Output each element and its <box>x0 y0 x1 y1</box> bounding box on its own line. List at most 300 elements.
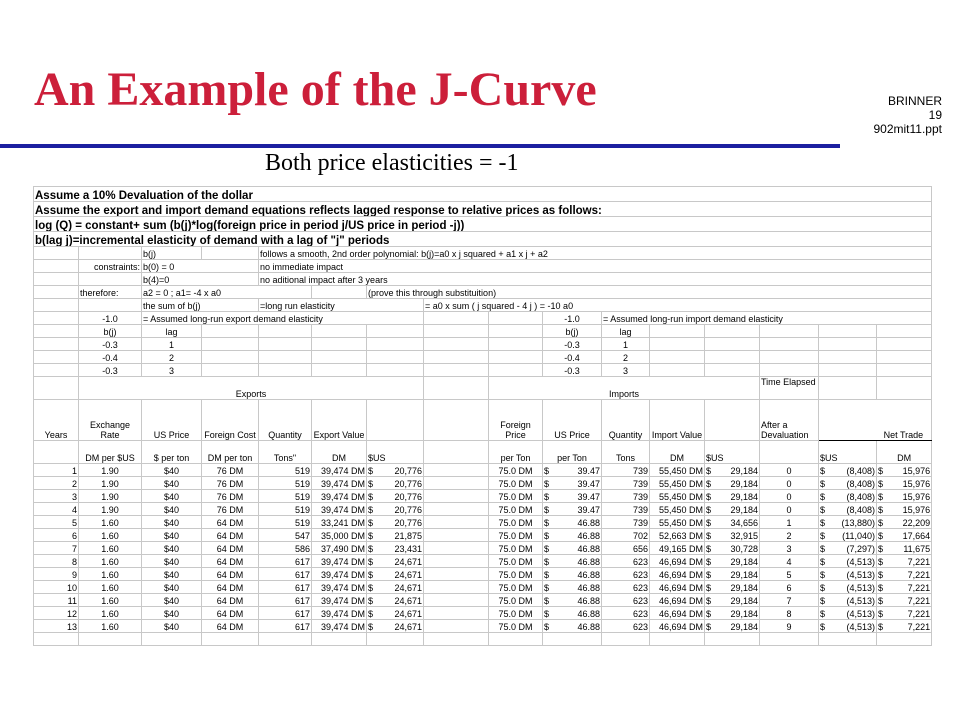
data-cell: 8 <box>34 555 79 568</box>
data-cell <box>705 620 760 633</box>
data-cell: 64 DM <box>202 516 259 529</box>
empty-cell <box>367 633 424 646</box>
cell-value: (8,408) <box>846 505 875 515</box>
data-cell: $40 <box>142 555 202 568</box>
data-cell: 3 <box>34 490 79 503</box>
data-cell: 76 DM <box>202 490 259 503</box>
cell-value: 15,976 <box>902 466 931 476</box>
unit-cell: Tons <box>602 441 650 464</box>
unit-cell: $US <box>367 441 424 464</box>
currency-symbol: $ <box>878 596 884 606</box>
data-cell: 64 DM <box>202 529 259 542</box>
empty-cell <box>424 607 489 620</box>
currency-symbol: $ <box>878 505 884 515</box>
cell-value: 39.47 <box>577 466 600 476</box>
cell-value: 46.88 <box>577 609 600 619</box>
data-cell: $40 <box>142 529 202 542</box>
data-cell <box>705 581 760 594</box>
data-cell: $40 <box>142 594 202 607</box>
cell-value: 15,976 <box>902 479 931 489</box>
data-cell: 0 <box>760 490 819 503</box>
cell-value: (11,040) <box>842 531 875 541</box>
table-row <box>34 594 932 607</box>
currency-symbol: $ <box>368 583 374 593</box>
data-cell: 9 <box>760 620 819 633</box>
data-cell: 0 <box>760 503 819 516</box>
constraint-b0-desc: no immediate impact <box>259 260 932 273</box>
unit-cell: $ per ton <box>142 441 202 464</box>
cell-value: 39.47 <box>577 505 600 515</box>
cell-value: 46.88 <box>577 518 600 528</box>
export-elasticity-value: -1.0 <box>79 312 142 325</box>
constraints-label: constraints: <box>79 260 142 273</box>
data-cell: $40 <box>142 477 202 490</box>
data-cell: 623 <box>602 555 650 568</box>
data-cell: 46,694 DM <box>650 620 705 633</box>
cell-value: 46.88 <box>577 544 600 554</box>
currency-symbol: $ <box>820 479 826 489</box>
data-cell: 49,165 DM <box>650 542 705 555</box>
data-cell <box>367 555 424 568</box>
net-trade-header: Net Trade <box>819 400 932 441</box>
column-header: US Price <box>142 400 202 441</box>
currency-symbol: $ <box>544 609 550 619</box>
table-row <box>34 516 932 529</box>
data-cell: 586 <box>259 542 312 555</box>
currency-symbol: $ <box>878 583 884 593</box>
currency-symbol: $ <box>368 596 374 606</box>
unit-cell <box>34 441 79 464</box>
data-cell: 64 DM <box>202 568 259 581</box>
cell-value: 46.88 <box>577 531 600 541</box>
empty-cell <box>34 633 79 646</box>
cell-value: 29,184 <box>730 583 758 593</box>
therefore-label: therefore: <box>79 286 142 299</box>
data-cell <box>543 477 602 490</box>
unit-cell: $US <box>705 441 760 464</box>
data-cell: 39,474 DM <box>312 581 367 594</box>
cell-value: 29,184 <box>730 570 758 580</box>
table-row <box>34 477 932 490</box>
data-cell: 519 <box>259 490 312 503</box>
import-lag-value: 2 <box>602 351 650 364</box>
data-cell <box>705 594 760 607</box>
column-header <box>424 400 489 441</box>
currency-symbol: $ <box>368 544 374 554</box>
data-cell: 46,694 DM <box>650 594 705 607</box>
data-cell: 739 <box>602 490 650 503</box>
currency-symbol: $ <box>706 557 712 567</box>
constraint-b4-desc: no aditional impact after 3 years <box>259 273 932 286</box>
cell-value: 21,875 <box>394 531 422 541</box>
currency-symbol: $ <box>820 583 826 593</box>
data-cell: 75.0 DM <box>489 581 543 594</box>
currency-symbol: $ <box>820 609 826 619</box>
data-cell <box>877 477 932 490</box>
data-cell <box>367 594 424 607</box>
currency-symbol: $ <box>706 518 712 528</box>
bj-description: follows a smooth, 2nd order polynomial: b(j)=a0 x j squared + a1 x j + a2 <box>259 247 932 260</box>
data-cell: 519 <box>259 516 312 529</box>
currency-symbol: $ <box>706 466 712 476</box>
data-cell <box>819 594 877 607</box>
data-cell <box>543 516 602 529</box>
column-header-row <box>34 400 932 441</box>
data-cell: 64 DM <box>202 542 259 555</box>
data-cell: 617 <box>259 594 312 607</box>
data-cell <box>367 464 424 477</box>
data-cell: 39,474 DM <box>312 620 367 633</box>
exports-section-header: Exports <box>79 377 424 400</box>
unit-cell: Tons" <box>259 441 312 464</box>
currency-symbol: $ <box>368 479 374 489</box>
data-cell: 519 <box>259 503 312 516</box>
assumption-line: b(lag j)=incremental elasticity of demand with a lag of "j" periods <box>34 232 932 247</box>
data-cell: 656 <box>602 542 650 555</box>
data-cell: 76 DM <box>202 464 259 477</box>
data-cell <box>877 581 932 594</box>
cell-value: 24,671 <box>394 596 422 606</box>
cell-value: 7,221 <box>907 596 931 606</box>
data-cell: 39,474 DM <box>312 594 367 607</box>
data-cell: $40 <box>142 516 202 529</box>
data-cell: 75.0 DM <box>489 490 543 503</box>
data-cell: 64 DM <box>202 594 259 607</box>
import-bj-value: -0.3 <box>543 338 602 351</box>
empty-cell <box>424 568 489 581</box>
data-cell <box>543 542 602 555</box>
empty-cell <box>705 633 760 646</box>
unit-cell: $US <box>819 441 877 464</box>
export-lag-value: 1 <box>142 338 202 351</box>
cell-value: 17,664 <box>902 531 931 541</box>
data-cell <box>367 607 424 620</box>
cell-value: 20,776 <box>394 479 422 489</box>
sum-label: the sum of b(j) <box>142 299 259 312</box>
data-cell: 0 <box>760 477 819 490</box>
data-cell: 739 <box>602 464 650 477</box>
data-cell: 64 DM <box>202 607 259 620</box>
empty-cell <box>424 477 489 490</box>
currency-symbol: $ <box>878 531 884 541</box>
cell-value: (8,408) <box>846 479 875 489</box>
data-cell <box>543 581 602 594</box>
data-cell: $40 <box>142 581 202 594</box>
data-cell <box>367 568 424 581</box>
data-cell: 1.90 <box>79 490 142 503</box>
cell-value: 11,675 <box>903 544 931 554</box>
data-cell: 9 <box>34 568 79 581</box>
import-lag-value: 3 <box>602 364 650 377</box>
slide-corner-info <box>874 94 943 136</box>
data-cell: 8 <box>760 607 819 620</box>
data-cell <box>705 568 760 581</box>
data-cell: 1.60 <box>79 620 142 633</box>
data-cell: 39,474 DM <box>312 555 367 568</box>
data-cell: 39,474 DM <box>312 477 367 490</box>
currency-symbol: $ <box>706 531 712 541</box>
data-cell: $40 <box>142 568 202 581</box>
cell-value: 32,915 <box>730 531 758 541</box>
cell-value: 29,184 <box>730 492 758 502</box>
therefore-equation: a2 = 0 ; a1= -4 x a0 <box>142 286 312 299</box>
data-cell <box>543 555 602 568</box>
data-cell <box>819 555 877 568</box>
data-cell: 64 DM <box>202 581 259 594</box>
currency-symbol: $ <box>368 518 374 528</box>
data-cell: 46,694 DM <box>650 607 705 620</box>
import-bj-value: -0.3 <box>543 364 602 377</box>
data-cell: 1.90 <box>79 503 142 516</box>
data-cell: 1.60 <box>79 542 142 555</box>
cell-value: 20,776 <box>394 505 422 515</box>
currency-symbol: $ <box>820 596 826 606</box>
data-cell <box>877 516 932 529</box>
export-elasticity-label: = Assumed long-run export demand elasticity <box>142 312 424 325</box>
data-cell: 12 <box>34 607 79 620</box>
column-header <box>705 400 760 441</box>
currency-symbol: $ <box>368 466 374 476</box>
data-cell: 75.0 DM <box>489 477 543 490</box>
data-cell <box>543 620 602 633</box>
data-cell: 46,694 DM <box>650 568 705 581</box>
data-cell <box>367 503 424 516</box>
data-cell: $40 <box>142 464 202 477</box>
slide-number: 19 <box>928 108 942 122</box>
data-cell: 39,474 DM <box>312 464 367 477</box>
data-cell: 76 DM <box>202 503 259 516</box>
data-cell: 1.60 <box>79 555 142 568</box>
import-lag-header: lag <box>602 325 650 338</box>
currency-symbol: $ <box>820 466 826 476</box>
currency-symbol: $ <box>544 531 550 541</box>
data-cell <box>705 607 760 620</box>
currency-symbol: $ <box>368 609 374 619</box>
data-cell <box>877 542 932 555</box>
data-cell: 33,241 DM <box>312 516 367 529</box>
cell-value: (8,408) <box>846 492 875 502</box>
currency-symbol: $ <box>368 505 374 515</box>
empty-cell <box>424 542 489 555</box>
empty-cell <box>142 633 202 646</box>
data-cell <box>543 464 602 477</box>
data-cell: 623 <box>602 607 650 620</box>
cell-value: 46.88 <box>577 596 600 606</box>
import-elasticity-value: -1.0 <box>543 312 602 325</box>
currency-symbol: $ <box>544 544 550 554</box>
empty-cell <box>259 633 312 646</box>
data-cell <box>367 477 424 490</box>
data-cell <box>367 529 424 542</box>
data-cell: 5 <box>760 568 819 581</box>
empty-cell <box>424 581 489 594</box>
currency-symbol: $ <box>706 596 712 606</box>
cell-value: 7,221 <box>907 609 931 619</box>
data-cell <box>877 620 932 633</box>
data-cell <box>543 503 602 516</box>
currency-symbol: $ <box>878 466 884 476</box>
column-header: US Price <box>543 400 602 441</box>
data-cell <box>819 529 877 542</box>
data-cell: 75.0 DM <box>489 568 543 581</box>
unit-cell: per Ton <box>489 441 543 464</box>
currency-symbol: $ <box>878 479 884 489</box>
unit-cell: DM <box>312 441 367 464</box>
import-elasticity-label: = Assumed long-run import demand elasticity <box>602 312 932 325</box>
cell-value: 34,656 <box>730 518 758 528</box>
empty-cell <box>424 529 489 542</box>
data-cell <box>819 542 877 555</box>
data-cell: 617 <box>259 568 312 581</box>
currency-symbol: $ <box>878 492 884 502</box>
currency-symbol: $ <box>820 557 826 567</box>
data-cell <box>819 490 877 503</box>
sum-expression: = a0 x sum ( j squared - 4 j ) = -10 a0 <box>424 299 932 312</box>
currency-symbol: $ <box>544 622 550 632</box>
table-row <box>34 607 932 620</box>
cell-value: 39.47 <box>577 479 600 489</box>
empty-cell <box>424 633 489 646</box>
data-cell: 35,000 DM <box>312 529 367 542</box>
cell-value: 39.47 <box>577 492 600 502</box>
data-cell: 75.0 DM <box>489 607 543 620</box>
unit-cell: DM <box>877 441 932 464</box>
data-cell: 76 DM <box>202 477 259 490</box>
currency-symbol: $ <box>544 583 550 593</box>
cell-value: (4,513) <box>846 609 875 619</box>
cell-value: (13,880) <box>841 518 875 528</box>
data-cell: 46,694 DM <box>650 555 705 568</box>
data-cell <box>877 568 932 581</box>
cell-value: 29,184 <box>730 622 758 632</box>
currency-symbol: $ <box>544 479 550 489</box>
data-cell <box>543 607 602 620</box>
data-cell: 1.60 <box>79 516 142 529</box>
data-cell: 75.0 DM <box>489 620 543 633</box>
export-bj-value: -0.4 <box>79 351 142 364</box>
data-cell <box>543 568 602 581</box>
currency-symbol: $ <box>544 557 550 567</box>
data-cell: 617 <box>259 555 312 568</box>
data-cell: 75.0 DM <box>489 594 543 607</box>
unit-cell <box>424 441 489 464</box>
data-cell <box>819 503 877 516</box>
currency-symbol: $ <box>544 492 550 502</box>
sum-equation: =long run elasticity <box>259 299 424 312</box>
data-cell <box>543 490 602 503</box>
data-cell <box>705 516 760 529</box>
data-cell <box>819 477 877 490</box>
cell-value: (7,297) <box>846 544 875 554</box>
empty-cell <box>424 516 489 529</box>
data-cell: 1.60 <box>79 581 142 594</box>
column-header: Exchange Rate <box>79 400 142 441</box>
cell-value: (4,513) <box>846 622 875 632</box>
currency-symbol: $ <box>820 544 826 554</box>
cell-value: 23,431 <box>394 544 422 554</box>
time-elapsed-header: Time Elapsed <box>760 377 819 400</box>
cell-value: 46.88 <box>577 622 600 632</box>
empty-cell <box>877 633 932 646</box>
data-cell <box>819 581 877 594</box>
currency-symbol: $ <box>820 518 826 528</box>
currency-symbol: $ <box>544 570 550 580</box>
export-bj-value: -0.3 <box>79 338 142 351</box>
data-cell: 52,663 DM <box>650 529 705 542</box>
data-cell: 739 <box>602 503 650 516</box>
data-cell <box>877 555 932 568</box>
cell-value: 29,184 <box>730 505 758 515</box>
table-row <box>34 503 932 516</box>
cell-value: 46.88 <box>577 557 600 567</box>
cell-value: 7,221 <box>907 622 931 632</box>
data-cell: 0 <box>760 464 819 477</box>
imports-section-header: Imports <box>489 377 760 400</box>
cell-value: 24,671 <box>394 622 422 632</box>
currency-symbol: $ <box>706 570 712 580</box>
table-row <box>34 529 932 542</box>
currency-symbol: $ <box>878 518 884 528</box>
data-cell <box>819 568 877 581</box>
empty-cell <box>543 633 602 646</box>
data-cell: 623 <box>602 568 650 581</box>
data-cell <box>705 555 760 568</box>
data-cell <box>705 477 760 490</box>
import-lag-value: 1 <box>602 338 650 351</box>
data-cell: $40 <box>142 620 202 633</box>
data-cell: 39,474 DM <box>312 568 367 581</box>
currency-symbol: $ <box>544 466 550 476</box>
currency-symbol: $ <box>820 531 826 541</box>
data-cell: 519 <box>259 464 312 477</box>
data-cell <box>705 490 760 503</box>
unit-cell: DM <box>650 441 705 464</box>
currency-symbol: $ <box>544 518 550 528</box>
export-bj-value: -0.3 <box>79 364 142 377</box>
data-cell: 75.0 DM <box>489 503 543 516</box>
data-cell <box>367 516 424 529</box>
empty-cell <box>489 633 543 646</box>
data-cell: 75.0 DM <box>489 529 543 542</box>
currency-symbol: $ <box>878 557 884 567</box>
data-cell: 1.60 <box>79 529 142 542</box>
empty-cell <box>650 633 705 646</box>
data-cell: 75.0 DM <box>489 542 543 555</box>
cell-value: 24,671 <box>394 557 422 567</box>
currency-symbol: $ <box>706 492 712 502</box>
data-cell: 2 <box>34 477 79 490</box>
cell-value: (4,513) <box>846 557 875 567</box>
table-row <box>34 620 932 633</box>
column-header: After a Devaluation <box>760 400 819 441</box>
currency-symbol: $ <box>368 531 374 541</box>
data-cell <box>367 490 424 503</box>
column-header: Import Value <box>650 400 705 441</box>
currency-symbol: $ <box>820 570 826 580</box>
bj-label: b(j) <box>142 247 202 260</box>
data-cell <box>705 529 760 542</box>
data-cell <box>819 464 877 477</box>
data-cell: 1 <box>760 516 819 529</box>
data-cell: 1.60 <box>79 594 142 607</box>
data-cell: 617 <box>259 620 312 633</box>
data-cell: 547 <box>259 529 312 542</box>
column-header: Quantity <box>602 400 650 441</box>
table-row <box>34 568 932 581</box>
cell-value: (8,408) <box>846 466 875 476</box>
cell-value: 46.88 <box>577 583 600 593</box>
cell-value: 29,184 <box>730 596 758 606</box>
